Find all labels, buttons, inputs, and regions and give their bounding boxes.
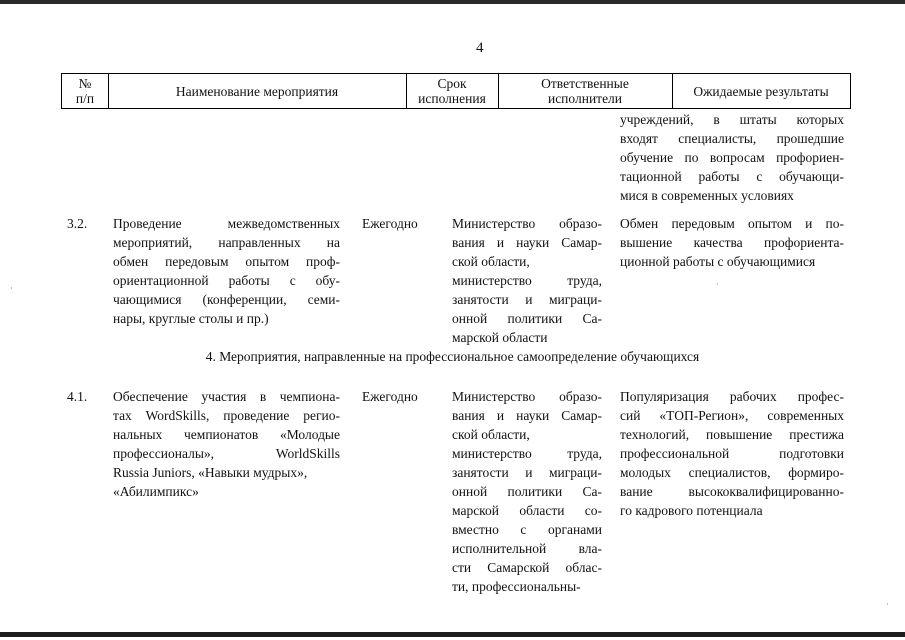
- row-3-2-number: 3.2.: [67, 216, 88, 231]
- row-4-1-name: Обеспечение участия в чемпиона- тах WordSkills, проведение регио- нальных чемпионатов «Молодые профессионалы», WorldSkills Russia Juniors, «Навыки мудрых», «Абилимпикс»: [113, 389, 340, 499]
- header-col-number: № п/п: [75, 76, 95, 106]
- row-3-2-name: Проведение межведомственных мероприятий, направленных на обмен передовым опытом проф- ориентационной работы с обу- чающимися (конференции, семи- нары, круглые столы и пр.): [113, 216, 340, 326]
- row-3-2-responsible: Министерство образо- вания и науки Самар- ской области, министерство труда, занятости и миграци- онной политики Са- марской области: [452, 216, 602, 345]
- page-number: 4: [476, 40, 484, 56]
- scan-edge-top: [0, 0, 905, 4]
- scan-speck: ·: [886, 600, 889, 609]
- section-4-title: 4. Мероприятия, направленные на профессиональное самоопределение обучающихся: [205, 349, 700, 364]
- header-col-responsible: Ответственные исполнители: [541, 76, 629, 106]
- continuation-results: учреждений, в штаты которых входят специалисты, прошедшие обучение по вопросам профориен- тационной работы с обучающи- мися в современных условиях: [620, 112, 844, 203]
- table-header: [61, 73, 851, 109]
- row-4-1-term: Ежегодно: [362, 389, 418, 404]
- scan-edge-bottom: [0, 632, 905, 637]
- scan-speck: ·: [716, 280, 719, 289]
- scan-speck: ·: [10, 284, 13, 293]
- row-4-1-responsible: Министерство образо- вания и науки Самар- ской области, министерство труда, занятости и миграци- онной политики Са- марской области со- вместно с органами исполнительной вла- сти Самарской облас- ти, профессиональны-: [452, 389, 602, 594]
- row-4-1-results: Популяризация рабочих профес- сий «ТОП-Регион», современных технологий, повышение престижа профессиональной подготовки молодых специалистов, формиро- вание высококвалифицированно- го кадрового потенциала: [620, 389, 844, 518]
- row-4-1-number: 4.1.: [67, 389, 88, 404]
- header-col-results: Ожидаемые результаты: [693, 83, 829, 99]
- row-3-2-term: Ежегодно: [362, 216, 418, 231]
- header-col-name: Наименование мероприятия: [175, 83, 339, 99]
- row-3-2-results: Обмен передовым опытом и по- вышение качества профориента- ционной работы с обучающимися: [620, 216, 844, 269]
- header-col-term: Срок исполнения: [418, 76, 486, 106]
